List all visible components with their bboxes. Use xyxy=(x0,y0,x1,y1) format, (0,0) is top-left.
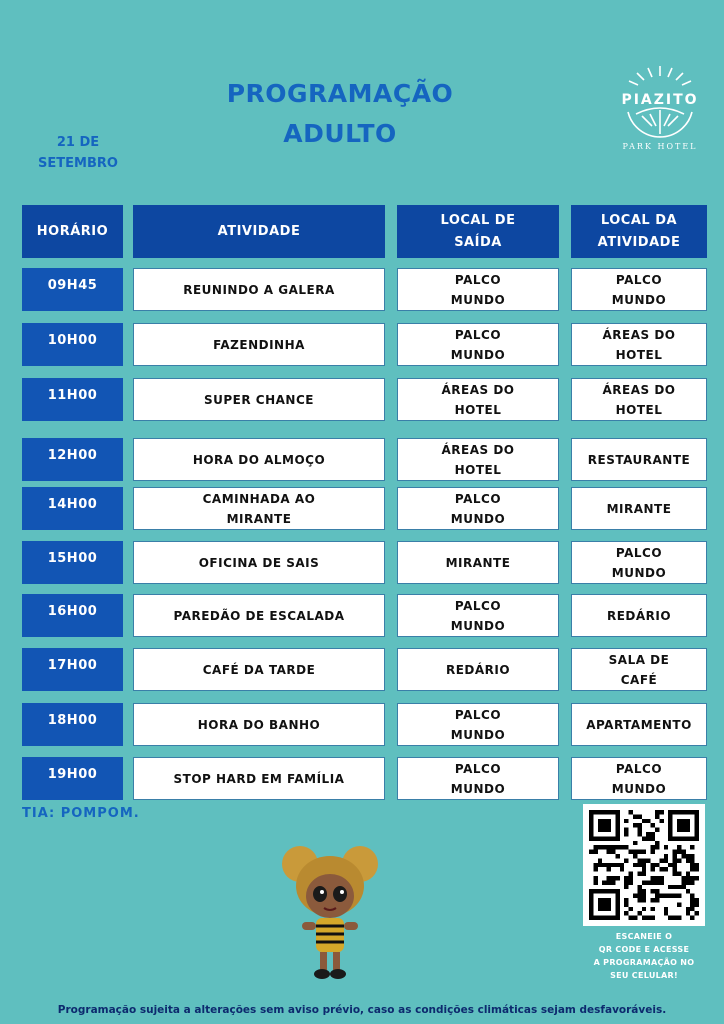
activity-cell xyxy=(133,378,385,421)
cell-line: HOTEL xyxy=(454,462,502,477)
cell-line: MIRANTE xyxy=(606,501,672,516)
cell-line: RESTAURANTE xyxy=(587,452,691,467)
logo-brand: PIAZITO xyxy=(621,92,699,108)
time-cell: 11H00 xyxy=(22,378,123,421)
qr-text-line-3: A PROGRAMAÇÃO NO xyxy=(593,958,695,967)
cell-line: ÁREAS DO xyxy=(441,442,515,457)
cell-line: FAZENDINHA xyxy=(213,337,305,352)
activity-cell xyxy=(133,438,385,481)
cell-line: PAREDÃO DE ESCALADA xyxy=(173,608,345,623)
time-cell: 17H00 xyxy=(22,648,123,691)
departure-cell xyxy=(397,487,559,530)
header-saida-line-2: SAÍDA xyxy=(454,234,502,250)
cell-line: PALCO xyxy=(615,761,663,776)
cell-line: REDÁRIO xyxy=(606,608,672,623)
qr-code-graphic xyxy=(589,810,699,920)
departure-cell xyxy=(397,594,559,637)
activity-cell xyxy=(133,541,385,584)
cell-line: PALCO xyxy=(454,327,502,342)
header-atividade-label: ATIVIDADE xyxy=(217,223,301,239)
departure-cell xyxy=(397,648,559,691)
cell-line: ÁREAS DO xyxy=(441,382,515,397)
title-line-2: ADULTO xyxy=(283,119,397,148)
time-cell: 19H00 xyxy=(22,757,123,800)
activity-cell xyxy=(133,703,385,746)
cell-line: MUNDO xyxy=(611,781,667,796)
cell-line: PALCO xyxy=(454,491,502,506)
activity-cell xyxy=(133,757,385,800)
departure-cell xyxy=(397,378,559,421)
cell-line: HORA DO BANHO xyxy=(197,717,321,732)
cell-line: REDÁRIO xyxy=(445,662,511,677)
event-date xyxy=(14,132,142,174)
cell-line: PALCO xyxy=(454,272,502,287)
cell-line: MUNDO xyxy=(611,292,667,307)
location-cell xyxy=(571,648,707,691)
cell-line: CAFÉ DA TARDE xyxy=(202,662,316,677)
cell-line: STOP HARD EM FAMÍLIA xyxy=(173,771,345,786)
cell-line: MUNDO xyxy=(450,618,506,633)
location-cell xyxy=(571,378,707,421)
header-local-saida xyxy=(397,205,559,258)
location-cell xyxy=(571,594,707,637)
date-line-1: 21 DE xyxy=(56,135,100,150)
location-cell xyxy=(571,541,707,584)
disclaimer: Programação sujeita a alterações sem aviso prévio, caso as condições climáticas sejam desfavoráveis. xyxy=(57,1004,667,1016)
header-saida-line-1: LOCAL DE xyxy=(440,212,516,228)
header-local-line-2: ATIVIDADE xyxy=(597,234,681,250)
time-cell: 14H00 xyxy=(22,487,123,530)
cell-line: REUNINDO A GALERA xyxy=(183,282,335,297)
piazito-logo-icon xyxy=(612,62,708,162)
activity-cell xyxy=(133,487,385,530)
time-cell: 15H00 xyxy=(22,541,123,584)
departure-cell xyxy=(397,438,559,481)
qr-instructions xyxy=(584,930,704,982)
time-cell: 10H00 xyxy=(22,323,123,366)
location-cell xyxy=(571,268,707,311)
cell-line: PALCO xyxy=(615,272,663,287)
header-atividade xyxy=(133,205,385,258)
cell-line: PALCO xyxy=(454,598,502,613)
cell-line: MUNDO xyxy=(450,347,506,362)
cell-line: HOTEL xyxy=(454,402,502,417)
header-local-atividade xyxy=(571,205,707,258)
cell-line: OFICINA DE SAIS xyxy=(198,555,320,570)
cell-line: ÁREAS DO xyxy=(602,327,676,342)
departure-cell xyxy=(397,268,559,311)
location-cell xyxy=(571,487,707,530)
cell-line: CAMINHADA AO xyxy=(202,491,316,506)
host-name: TIA: POMPOM. xyxy=(22,806,140,821)
cell-line: APARTAMENTO xyxy=(586,717,692,732)
header-horario-label: HORÁRIO xyxy=(36,223,109,239)
cell-line: SUPER CHANCE xyxy=(204,392,314,407)
cell-line: HOTEL xyxy=(615,347,663,362)
activity-cell xyxy=(133,268,385,311)
cell-line: PALCO xyxy=(454,761,502,776)
logo-sub: PARK HOTEL xyxy=(622,142,698,151)
qr-code-icon[interactable] xyxy=(583,804,705,926)
cell-line: HOTEL xyxy=(615,402,663,417)
location-cell xyxy=(571,438,707,481)
time-cell: 12H00 xyxy=(22,438,123,481)
qr-text-line-1: ESCANEIE O xyxy=(615,932,673,941)
title-line-1: PROGRAMAÇÃO xyxy=(226,79,454,108)
time-cell: 09H45 xyxy=(22,268,123,311)
cell-line: ÁREAS DO xyxy=(602,382,676,397)
qr-text-line-4: SEU CELULAR! xyxy=(610,971,678,980)
cell-line: SALA DE xyxy=(608,652,670,667)
activity-cell xyxy=(133,594,385,637)
cell-line: MUNDO xyxy=(450,292,506,307)
time-cell: 16H00 xyxy=(22,594,123,637)
cell-line: PALCO xyxy=(615,545,663,560)
cell-line: HORA DO ALMOÇO xyxy=(192,452,326,467)
activity-cell xyxy=(133,323,385,366)
date-line-2: SETEMBRO xyxy=(38,156,118,171)
cell-line: CAFÉ xyxy=(620,672,658,687)
cell-line: MUNDO xyxy=(450,511,506,526)
cell-line: MUNDO xyxy=(450,727,506,742)
activity-cell xyxy=(133,648,385,691)
cell-line: PALCO xyxy=(454,707,502,722)
qr-text-line-2: QR CODE E ACESSE xyxy=(598,945,690,954)
cell-line: MIRANTE xyxy=(226,511,292,526)
cell-line: MIRANTE xyxy=(445,555,511,570)
header-horario xyxy=(22,205,123,258)
departure-cell xyxy=(397,323,559,366)
cell-line: MUNDO xyxy=(450,781,506,796)
location-cell xyxy=(571,757,707,800)
departure-cell xyxy=(397,757,559,800)
page-title xyxy=(170,74,510,154)
location-cell xyxy=(571,323,707,366)
header-local-line-1: LOCAL DA xyxy=(600,212,678,228)
cell-line: MUNDO xyxy=(611,565,667,580)
doll-illustration-icon xyxy=(280,838,380,984)
time-cell: 18H00 xyxy=(22,703,123,746)
location-cell xyxy=(571,703,707,746)
departure-cell xyxy=(397,703,559,746)
departure-cell xyxy=(397,541,559,584)
